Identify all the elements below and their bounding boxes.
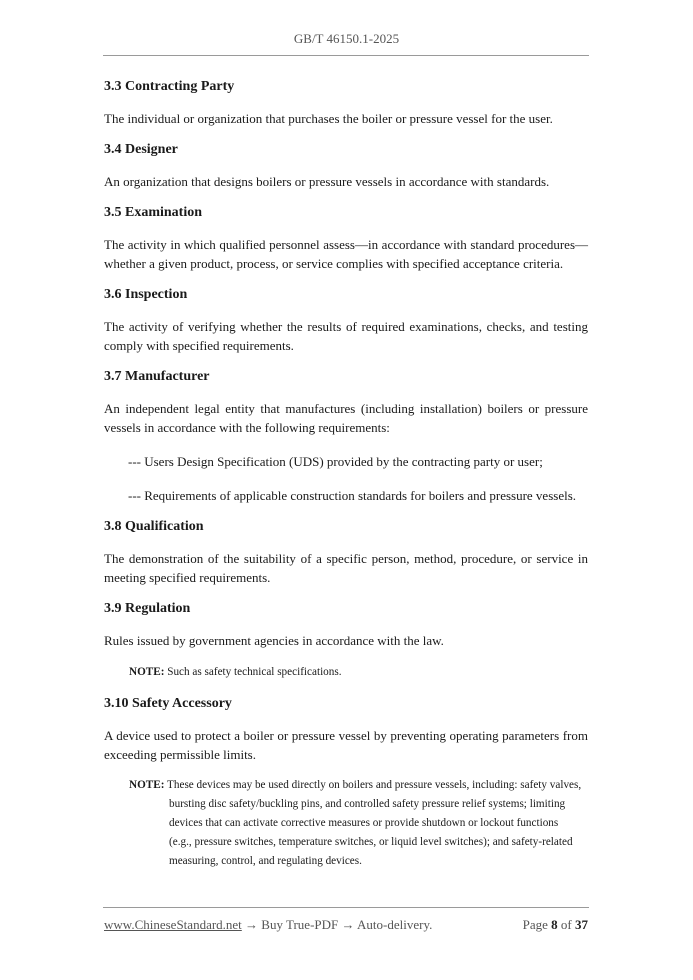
section-body-3-10: A device used to protect a boiler or pressure vessel by preventing operating parameters from exceeding permissible limits.	[104, 728, 588, 762]
note-label: NOTE:	[129, 666, 165, 678]
footer-promo	[104, 917, 432, 933]
footer-divider	[103, 907, 589, 908]
note-text: Such as safety technical specifications.	[167, 666, 342, 678]
note-3-9	[129, 663, 588, 682]
section-heading-3-4: 3.4 Designer	[104, 142, 178, 157]
section-heading-3-5: 3.5 Examination	[104, 205, 203, 220]
note-line: bursting disc safety/buckling pins, and controlled safety pressure relief systems; limiting	[169, 798, 566, 810]
section-heading-3-3: 3.3 Contracting Party	[104, 79, 235, 94]
section-body-3-4: An organization that designs boilers or pressure vessels in accordance with standards.	[104, 174, 550, 189]
document-body	[104, 78, 588, 871]
header-divider	[103, 55, 589, 56]
note-line: (e.g., pressure switches, temperature switches, or liquid level switches); and safety-related	[169, 836, 573, 848]
section-heading-3-10: 3.10 Safety Accessory	[104, 696, 232, 711]
list-item: --- Users Design Specification (UDS) provided by the contracting party or user;	[128, 454, 543, 469]
section-body-3-7: An independent legal entity that manufactures (including installation) boilers or pressure vessels in accordance with the following requirements:	[104, 401, 588, 435]
section-body-3-6: The activity of verifying whether the results of required examinations, checks, and testing comply with specified requirements.	[104, 319, 588, 353]
note-line: devices that can activate corrective measures or provide shutdown or lockout functions	[169, 817, 559, 829]
page-number: 8	[551, 917, 558, 932]
footer-tagline: → Buy True-PDF → Auto-delivery.	[241, 917, 433, 932]
page-indicator	[523, 917, 588, 933]
document-id-header: GB/T 46150.1-2025	[293, 31, 400, 46]
of-word: of	[560, 917, 572, 932]
note-line: measuring, control, and regulating devices.	[169, 855, 362, 867]
section-heading-3-7: 3.7 Manufacturer	[104, 369, 210, 384]
page-total: 37	[575, 917, 588, 932]
section-body-3-3: The individual or organization that purchases the boiler or pressure vessel for the user.	[104, 111, 553, 126]
page-word: Page	[522, 917, 548, 932]
section-heading-3-9: 3.9 Regulation	[104, 601, 191, 616]
section-heading-3-8: 3.8 Qualification	[104, 519, 204, 534]
website-link[interactable]: www.ChineseStandard.net	[104, 917, 242, 932]
note-label: NOTE:	[129, 779, 165, 791]
section-body-3-8: The demonstration of the suitability of a specific person, method, procedure, or service in meeting specified requirements.	[104, 551, 588, 585]
section-heading-3-6: 3.6 Inspection	[104, 287, 188, 302]
note-3-10	[129, 776, 588, 871]
note-text: These devices may be used directly on boilers and pressure vessels, including: safety valves,	[167, 779, 582, 791]
section-body-3-5: The activity in which qualified personnel assess—in accordance with standard procedures—whether a given product, process, or service complies with specified acceptance criteria.	[104, 237, 588, 271]
section-body-3-9: Rules issued by government agencies in accordance with the law.	[104, 633, 444, 648]
list-item: --- Requirements of applicable construction standards for boilers and pressure vessels.	[128, 488, 577, 503]
